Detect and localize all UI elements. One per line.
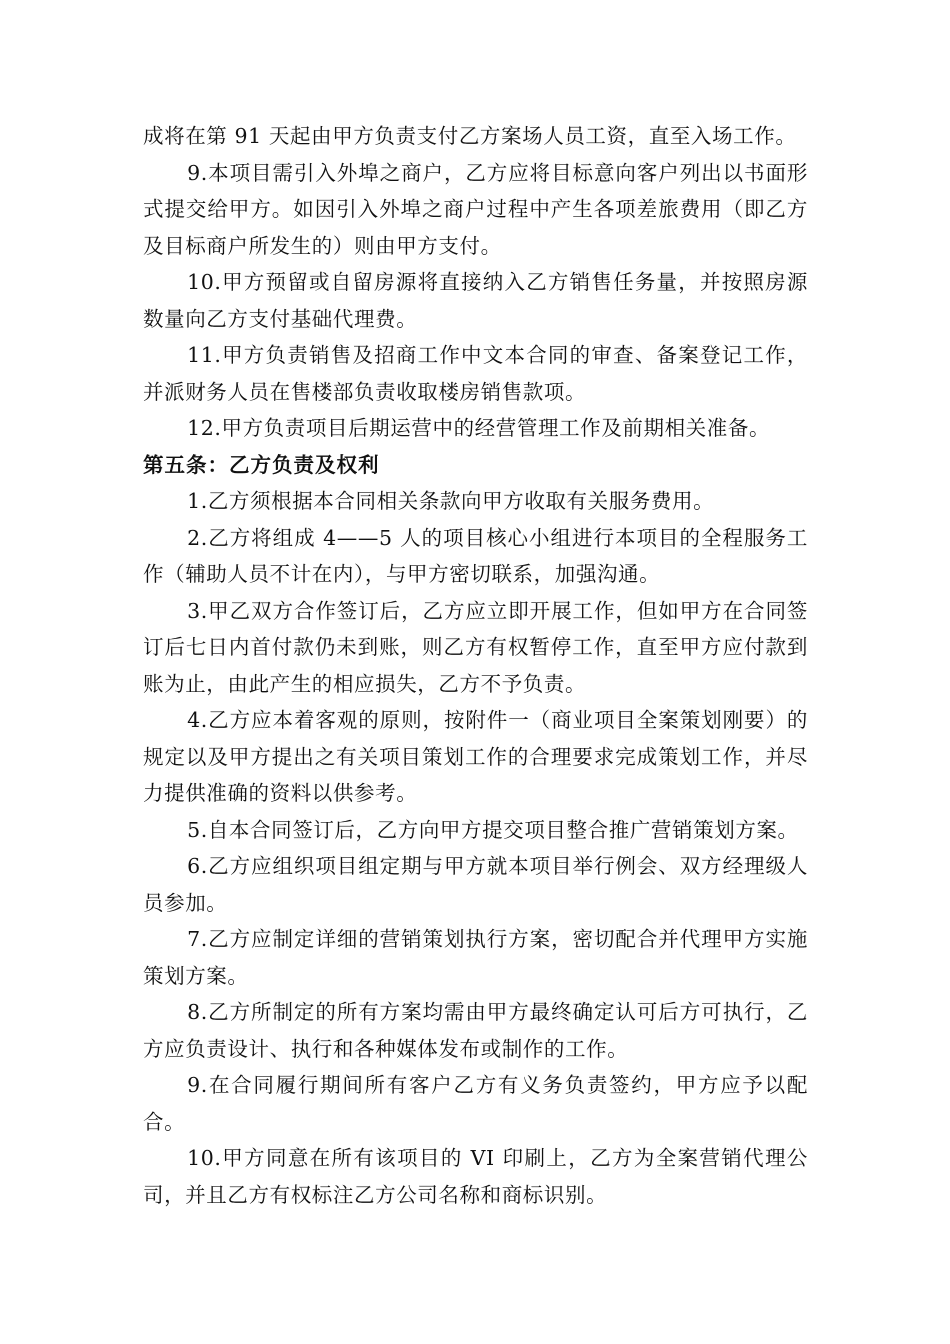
clause-5-item-1: 1.乙方须根据本合同相关条款向甲方收取有关服务费用。 [187, 489, 715, 513]
section-heading-article-5: 第五条：乙方负责及权利 [143, 452, 380, 477]
clause-5-item-2: 2.乙方将组成 4——5 人的项目核心小组进行本项目的全程服务工作（辅助人员不计在内），与甲方密切联系，加强沟通。 [143, 525, 808, 586]
clause-5-item-8: 8.乙方所制定的所有方案均需由甲方最终确定认可后方可执行，乙方应负责设计、执行和各种媒体发布或制作的工作。 [143, 1000, 808, 1061]
clause-4-item-12: 12.甲方负责项目后期运营中的经营管理工作及前期相关准备。 [187, 416, 771, 440]
document-body [143, 118, 808, 1213]
clause-5-item-9: 9.在合同履行期间所有客户乙方有义务负责签约，甲方应予以配合。 [143, 1073, 808, 1134]
clause-5-item-3: 3.甲乙双方合作签订后，乙方应立即开展工作，但如甲方在合同签订后七日内首付款仍未到账，则乙方有权暂停工作，直至甲方应付款到账为止，由此产生的相应损失，乙方不予负责。 [143, 598, 808, 696]
clause-5-item-5: 5.自本合同签订后，乙方向甲方提交项目整合推广营销策划方案。 [187, 817, 799, 842]
clause-4-item-9: 9.本项目需引入外埠之商户，乙方应将目标意向客户列出以书面形式提交给甲方。如因引入外埠之商户过程中产生各项差旅费用（即乙方及目标商户所发生的）则由甲方支付。 [143, 160, 808, 258]
paragraph-continuation: 成将在第 91 天起由甲方负责支付乙方案场人员工资，直至入场工作。 [143, 124, 797, 148]
clause-5-item-6: 6.乙方应组织项目组定期与甲方就本项目举行例会、双方经理级人员参加。 [143, 854, 808, 915]
clause-4-item-11: 11.甲方负责销售及招商工作中文本合同的审查、备案登记工作，并派财务人员在售楼部负责收取楼房销售款项。 [143, 343, 808, 404]
clause-5-item-10: 10.甲方同意在所有该项目的 VI 印刷上，乙方为全案营销代理公司，并且乙方有权标注乙方公司名称和商标识别。 [143, 1146, 808, 1207]
clause-5-item-4: 4.乙方应本着客观的原则，按附件一（商业项目全案策划刚要）的规定以及甲方提出之有关项目策划工作的合理要求完成策划工作，并尽力提供准确的资料以供参考。 [143, 708, 808, 805]
clause-4-item-10: 10.甲方预留或自留房源将直接纳入乙方销售任务量，并按照房源数量向乙方支付基础代理费。 [143, 270, 808, 331]
clause-5-item-7: 7.乙方应制定详细的营销策划执行方案，密切配合并代理甲方实施策划方案。 [143, 927, 808, 988]
